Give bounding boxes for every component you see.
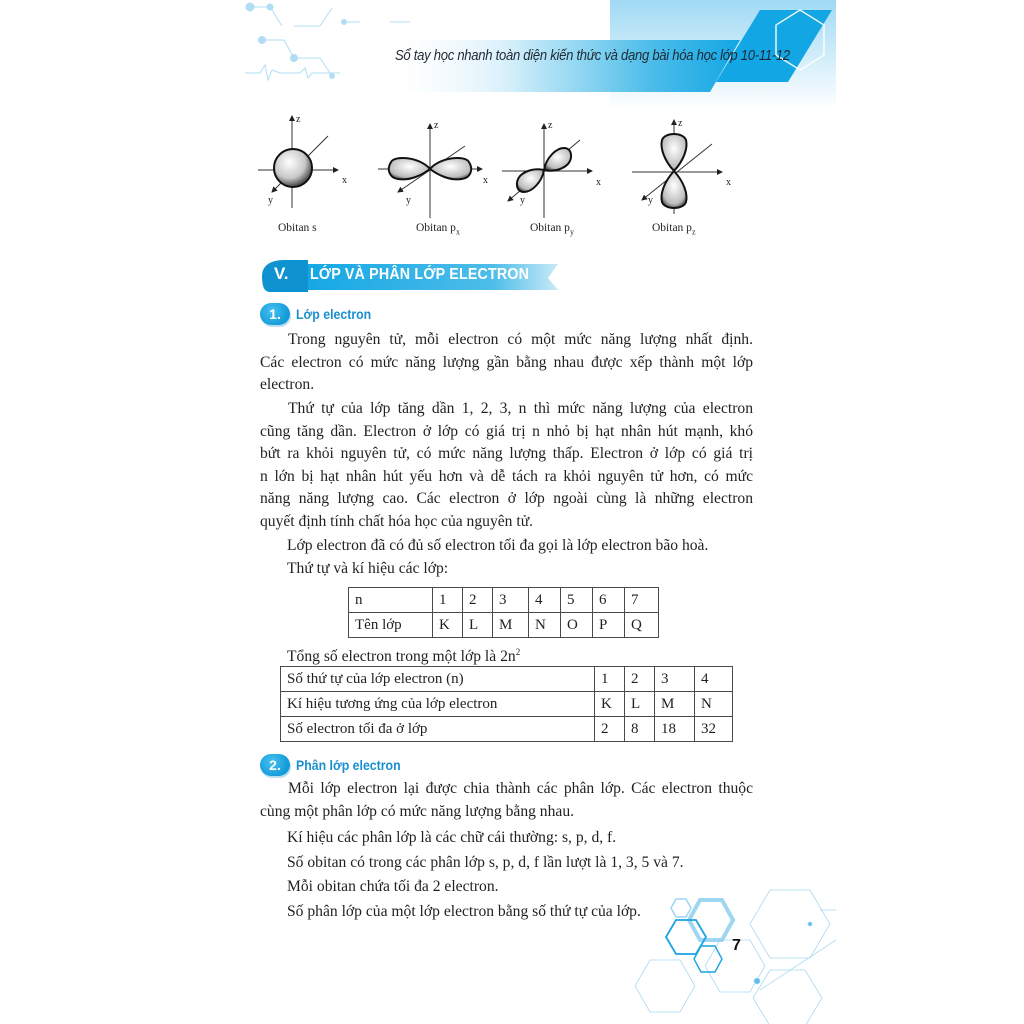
axis-label-z: z: [678, 118, 683, 129]
text-line: Mỗi obitan chứa tối đa 2 electron.: [287, 878, 499, 895]
table-cell: N: [529, 613, 561, 638]
table-cell: P: [593, 613, 625, 638]
axis-label-z: z: [296, 114, 301, 125]
table-cell: L: [625, 692, 655, 717]
text-line: Số obitan có trong các phân lớp s, p, d, f lần lượt là 1, 3, 5 và 7.: [287, 853, 684, 871]
text-line: Lớp electron đã có đủ số electron tối đa gọi là lớp electron bão hoà.: [287, 537, 709, 554]
table-cell: 4: [529, 588, 561, 613]
table-cell: 2: [463, 588, 493, 613]
table-cell: 18: [655, 717, 695, 742]
paragraph: [260, 398, 753, 534]
table-row: [281, 667, 733, 692]
table-cell: 1: [595, 667, 625, 692]
axis-label-y: y: [648, 195, 653, 206]
table-cell: 8: [625, 717, 655, 742]
orbital-py: [502, 124, 592, 218]
table-cell: M: [493, 613, 529, 638]
text-line: quyết định tính chất hóa học của nguyên tử.: [260, 512, 534, 530]
orbital-pz: [632, 120, 722, 214]
axis-label-x: x: [726, 177, 731, 188]
axis-label-y: y: [268, 195, 273, 206]
table-row: [349, 613, 659, 638]
table-cell: K: [595, 692, 625, 717]
paragraph: [260, 329, 753, 397]
text-line: Các electron có mức năng lượng gần bằng nhau được xếp thành một lớp: [260, 353, 753, 371]
text-line: Thứ tự của lớp tăng dần 1, 2, 3, n thì mức năng lượng của electron: [288, 400, 753, 417]
table-cell: L: [463, 613, 493, 638]
axis-label-x: x: [342, 175, 347, 186]
table-cell: 1: [433, 588, 463, 613]
text-line: Mỗi lớp electron lại được chia thành các phân lớp. Các electron thuộc: [288, 780, 753, 797]
text-line: Thứ tự và kí hiệu các lớp:: [287, 559, 449, 577]
subsection-badge: 2.: [260, 754, 290, 776]
text-line: cũng tăng dần. Electron ở lớp có giá trị n nhỏ bị hạt nhân hút mạnh, khó: [260, 422, 753, 440]
table-cell: n: [349, 588, 433, 613]
table-cell: Q: [625, 613, 659, 638]
orbital-caption-px: Obitan $p_x$: [416, 222, 460, 237]
page-number: 7: [732, 937, 741, 954]
shell-names-table: [348, 587, 659, 638]
text-line: Kí hiệu các phân lớp là các chữ cái thường: s, p, d, f.: [287, 829, 617, 846]
section-title: LỚP VÀ PHÂN LỚP ELECTRON: [310, 266, 530, 283]
table-cell: O: [561, 613, 593, 638]
table-cell: 32: [695, 717, 733, 742]
table-cell: 3: [655, 667, 695, 692]
table-cell: Tên lớp: [349, 613, 433, 638]
table-cell: Số thứ tự của lớp electron (n): [281, 667, 595, 692]
table-row: [281, 717, 733, 742]
table-cell: 3: [493, 588, 529, 613]
shell-capacity-table: [280, 666, 733, 742]
table-row: [281, 692, 733, 717]
table-cell: 6: [593, 588, 625, 613]
paragraph: [287, 535, 757, 580]
text-line: Trong nguyên tử, mỗi electron có một mức năng lượng nhất định.: [288, 331, 753, 348]
paragraph: [287, 641, 757, 669]
axis-label-y: y: [520, 195, 525, 206]
table-cell: 7: [625, 588, 659, 613]
table-cell: Kí hiệu tương ứng của lớp electron: [281, 692, 595, 717]
text-line: năng năng lượng cao. Các electron ở lớp ngoài cùng là những electron: [260, 490, 753, 508]
orbital-caption-pz: Obitan $p_z$: [652, 222, 696, 237]
text-line: Tổng số electron trong một lớp là $2n^2$: [287, 647, 521, 666]
axis-label-z: z: [548, 120, 553, 131]
axis-label-z: z: [434, 120, 439, 131]
axis-label-x: x: [483, 175, 488, 186]
text-line: cùng một phân lớp có mức năng lượng bằng nhau.: [260, 802, 575, 820]
table-cell: 5: [561, 588, 593, 613]
subsection-title: Lớp electron: [296, 306, 372, 322]
orbital-caption-py: Obitan $p_y$: [530, 222, 574, 237]
text-line: bứt ra khỏi nguyên tử, có mức năng lượng thấp. Electron ở lớp có giá trị: [260, 445, 753, 463]
book-title: Sổ tay học nhanh toàn diện kiến thức và dạng bài hóa học lớp 10-11-12: [395, 48, 790, 64]
table-row: [349, 588, 659, 613]
section-number: V.: [274, 264, 289, 283]
subsection-title: Phân lớp electron: [296, 757, 401, 773]
orbital-caption-s: Obitan s: [278, 222, 317, 234]
table-cell: 2: [625, 667, 655, 692]
paragraph: [260, 778, 753, 823]
table-cell: Số electron tối đa ở lớp: [281, 717, 595, 742]
table-cell: K: [433, 613, 463, 638]
table-cell: M: [655, 692, 695, 717]
orbital-px: [378, 124, 482, 218]
table-cell: N: [695, 692, 733, 717]
book-page: [240, 0, 836, 1024]
text-line: n lớn bị hạt nhân hút yếu hơn và dễ tách ra khỏi nguyên tử hơn, có mức: [260, 467, 753, 485]
table-cell: 2: [595, 717, 625, 742]
text-line: Số phân lớp của một lớp electron bằng số thứ tự của lớp.: [287, 902, 641, 920]
axis-label-y: y: [406, 195, 411, 206]
table-cell: 4: [695, 667, 733, 692]
hexagon-decoration: [620, 880, 836, 1024]
text-line: electron.: [260, 376, 315, 394]
axis-label-x: x: [596, 177, 601, 188]
subsection-badge: 1.: [260, 303, 290, 325]
